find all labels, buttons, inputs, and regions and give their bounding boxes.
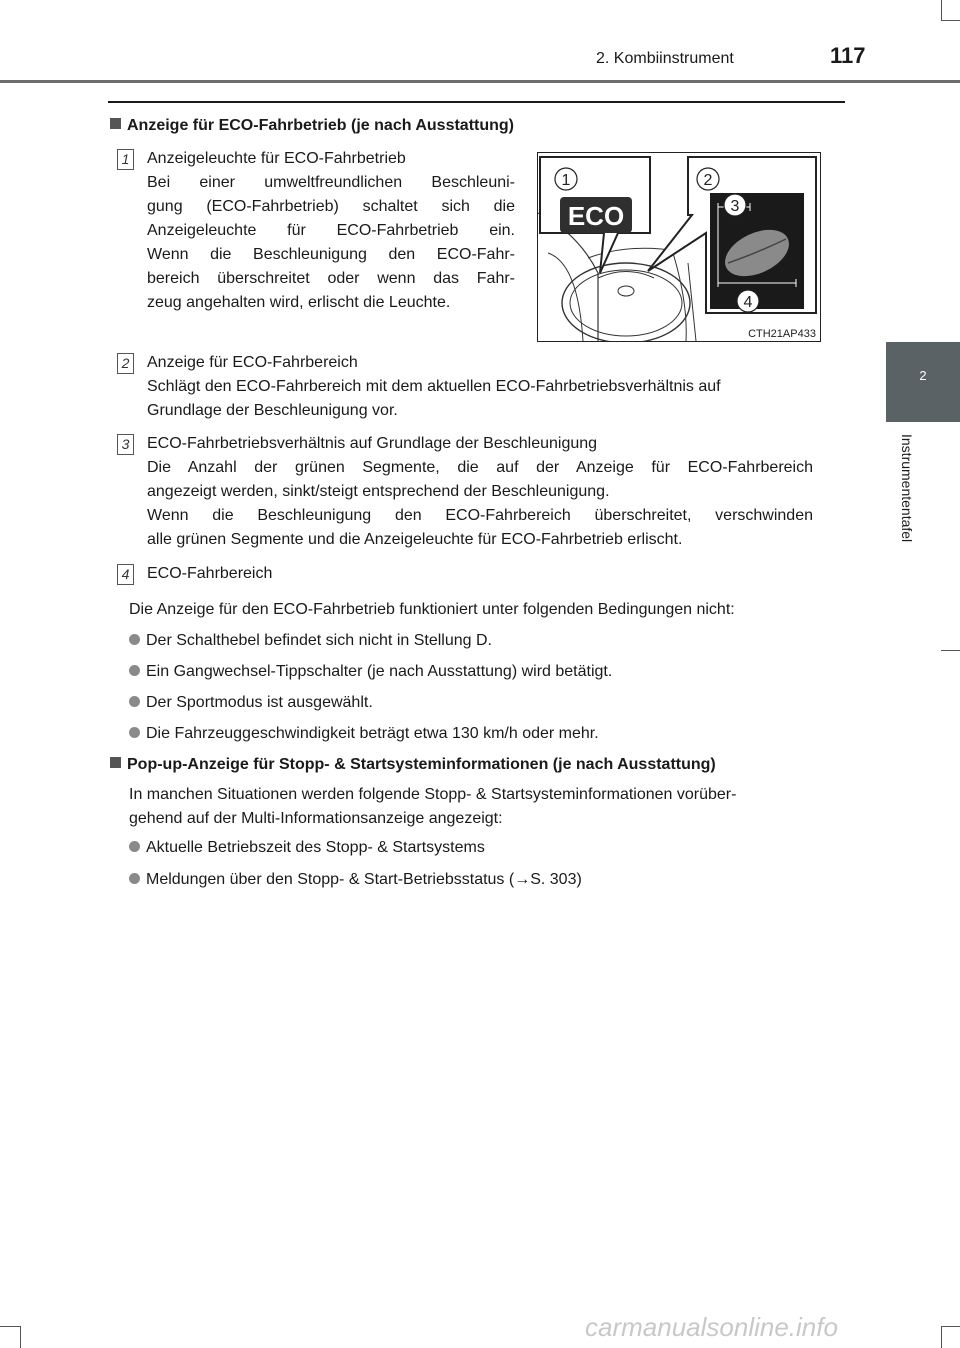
section2-intro-line: In manchen Situationen werden folgende Stopp- & Startsysteminformationen vorüber- — [129, 786, 737, 803]
bullet-dot-icon — [129, 634, 140, 645]
header-bar — [0, 80, 960, 83]
item-4-text: ECO-Fahrbereich — [147, 565, 273, 582]
popup-item-text: Aktuelle Betriebszeit des Stopp- & Startsystems — [146, 839, 485, 856]
item-1-line: Bei einer umweltfreundlichen Beschleuni- — [147, 174, 515, 191]
chapter-tab-label: Instrumententafel — [899, 434, 915, 543]
condition-text: Ein Gangwechsel-Tippschalter (je nach Ausstattung) wird betätigt. — [146, 663, 613, 680]
bullet-dot-icon — [129, 873, 140, 884]
item-1-line: zeug angehalten wird, erlischt die Leuchte. — [147, 294, 451, 311]
item-3-line: angezeigt werden, sinkt/steigt entsprechend der Beschleunigung. — [147, 483, 610, 500]
section-title-text: Anzeige für ECO-Fahrbetrieb (je nach Ausstattung) — [127, 117, 514, 134]
crop-mark — [0, 1326, 20, 1327]
popup-item — [129, 839, 485, 857]
popup-item-text: Meldungen über den Stopp- & Start-Betriebsstatus (→S. 303) — [146, 871, 582, 888]
eco-label: ECO — [567, 201, 625, 231]
crop-mark — [941, 0, 942, 20]
dashboard-illustration — [538, 153, 820, 341]
callout-1: 1 — [561, 172, 571, 189]
popup-item — [129, 871, 582, 889]
square-bullet-icon — [110, 757, 121, 768]
item-2-line: Schlägt den ECO-Fahrbereich mit dem aktuellen ECO-Fahrbetriebsverhältnis auf — [147, 378, 721, 395]
bullet-dot-icon — [129, 696, 140, 707]
item-number-1: 1 — [117, 149, 134, 170]
condition-item — [129, 694, 373, 712]
item-3-text — [147, 432, 813, 552]
chapter-tab-number: 2 — [919, 368, 927, 383]
item-1-line: Anzeigeleuchte für ECO-Fahrbetrieb ein. — [147, 222, 515, 239]
callout-3: 3 — [730, 198, 740, 215]
section-title-eco — [110, 117, 514, 135]
figure-code: CTH21AP433 — [748, 328, 816, 340]
item-3-heading: ECO-Fahrbetriebsverhältnis auf Grundlage der Beschleunigung — [147, 435, 598, 452]
item-3-line: alle grünen Segmente und die Anzeigeleuchte für ECO-Fahrbetrieb erlischt. — [147, 531, 683, 548]
crop-mark — [941, 1326, 942, 1348]
item-1-line: bereich überschreitet oder wenn das Fahr- — [147, 270, 515, 287]
condition-text: Der Sportmodus ist ausgewählt. — [146, 694, 373, 711]
item-2-heading: Anzeige für ECO-Fahrbereich — [147, 354, 358, 371]
section2-intro — [129, 783, 845, 831]
crop-mark — [941, 1326, 960, 1327]
item-1-heading: Anzeigeleuchte für ECO-Fahrbetrieb — [147, 150, 406, 167]
condition-text: Die Fahrzeuggeschwindigkeit beträgt etwa 130 km/h oder mehr. — [146, 725, 599, 742]
condition-text: Der Schalthebel befindet sich nicht in Stellung D. — [146, 632, 492, 649]
item-1-line: gung (ECO-Fahrbetrieb) schaltet sich die — [147, 198, 515, 215]
condition-item — [129, 663, 612, 681]
item-1-line: Wenn die Beschleunigung den ECO-Fahr- — [147, 246, 515, 263]
item-3-line: Wenn die Beschleunigung den ECO-Fahrbereich überschreitet, verschwinden — [147, 507, 813, 524]
chapter-title: 2. Kombiinstrument — [596, 50, 734, 67]
section-rule — [108, 101, 845, 103]
bullet-dot-icon — [129, 727, 140, 738]
item-1-text — [147, 147, 515, 315]
square-bullet-icon — [110, 118, 121, 129]
conditions-intro: Die Anzeige für den ECO-Fahrbetrieb funktioniert unter folgenden Bedingungen nicht: — [129, 601, 735, 618]
eco-indicator-figure — [537, 152, 821, 342]
item-2-line: Grundlage der Beschleunigung vor. — [147, 402, 398, 419]
crop-mark — [941, 650, 960, 651]
section2-intro-line: gehend auf der Multi-Informationsanzeige angezeigt: — [129, 810, 503, 827]
section-title-text: Pop-up-Anzeige für Stopp- & Startsysteminformationen (je nach Ausstattung) — [127, 756, 716, 773]
callout-2: 2 — [703, 172, 713, 189]
item-3-line: Die Anzahl der grünen Segmente, die auf der Anzeige für ECO-Fahrbereich — [147, 459, 813, 476]
bullet-dot-icon — [129, 665, 140, 676]
callout-4: 4 — [743, 294, 753, 311]
page-number: 117 — [830, 43, 866, 68]
item-number-3: 3 — [117, 434, 134, 455]
footer-watermark: carmanualsonline.info — [585, 1312, 838, 1342]
condition-item — [129, 632, 492, 650]
item-number-2: 2 — [117, 353, 134, 374]
section-title-popup — [110, 756, 716, 774]
item-number-4: 4 — [117, 564, 134, 585]
crop-mark — [941, 20, 960, 21]
crop-mark — [20, 1326, 21, 1348]
item-2-text — [147, 351, 827, 423]
bullet-dot-icon — [129, 841, 140, 852]
condition-item — [129, 725, 599, 743]
